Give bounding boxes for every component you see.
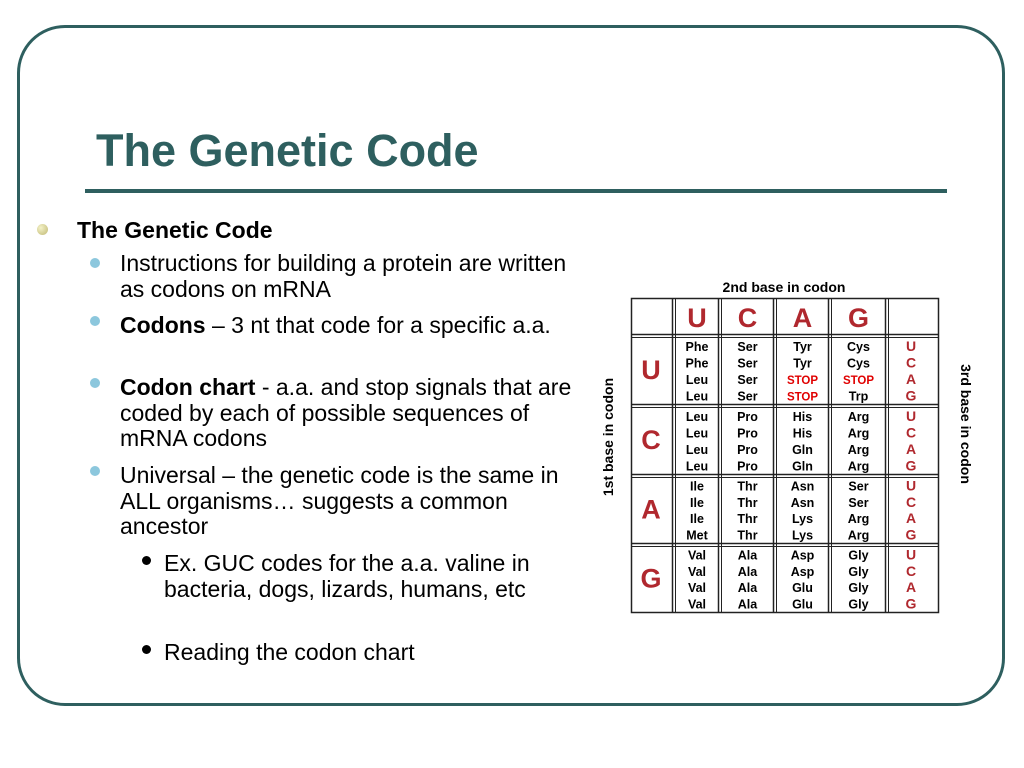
amino-acid-label: Val bbox=[687, 597, 707, 612]
stop-codon-label: STOP bbox=[842, 374, 875, 387]
amino-acid-label: Ala bbox=[737, 581, 758, 596]
amino-acid-label: Cys bbox=[847, 356, 870, 371]
row-base-C: C bbox=[641, 425, 661, 455]
codon-chart bbox=[596, 270, 986, 620]
amino-acid-label: Arg bbox=[847, 512, 870, 527]
amino-acid-label: Ile bbox=[690, 495, 704, 510]
amino-acid-label: Cys bbox=[847, 339, 870, 354]
point-universal: Universal – the genetic code is the same in ALL organisms… suggests a common ancestor bbox=[120, 462, 559, 539]
amino-acid-label: Thr bbox=[737, 479, 758, 494]
third-base-U: U bbox=[905, 546, 917, 563]
bullet-icon bbox=[90, 378, 100, 388]
sub-bullet-icon bbox=[142, 645, 151, 654]
header-base-G: G bbox=[847, 303, 870, 333]
header-base-C: C bbox=[737, 303, 758, 333]
third-base-A: A bbox=[905, 579, 917, 596]
amino-acid-label: Glu bbox=[792, 597, 813, 612]
amino-acid-label: Ile bbox=[690, 512, 704, 527]
third-base-G: G bbox=[905, 457, 917, 474]
amino-acid-label: Asp bbox=[790, 564, 815, 579]
third-base-U: U bbox=[905, 337, 917, 354]
amino-acid-label: Gly bbox=[848, 581, 869, 596]
subpoint-example: Ex. GUC codes for the a.a. valine in bacteria, dogs, lizards, humans, etc bbox=[164, 550, 530, 602]
bullet-icon bbox=[90, 258, 100, 268]
amino-acid-label: Glu bbox=[792, 581, 813, 596]
amino-acid-label: Ile bbox=[690, 479, 704, 494]
amino-acid-label: Gln bbox=[792, 459, 813, 474]
amino-acid-label: Pro bbox=[737, 459, 758, 474]
amino-acid-label: Tyr bbox=[793, 339, 812, 354]
amino-acid-label: Arg bbox=[847, 442, 870, 457]
level1-bullet-icon bbox=[37, 224, 48, 235]
bullet-icon bbox=[90, 316, 100, 326]
third-base-U: U bbox=[905, 477, 917, 494]
third-base-C: C bbox=[905, 354, 917, 371]
amino-acid-label: Ala bbox=[737, 564, 758, 579]
point-instructions: Instructions for building a protein are written as codons on mRNA bbox=[120, 250, 567, 302]
point-codons-text: – 3 nt that code for a specific a.a. bbox=[205, 312, 551, 338]
amino-acid-label: Leu bbox=[685, 389, 709, 404]
amino-acid-label: Thr bbox=[737, 512, 758, 527]
amino-acid-label: Gln bbox=[792, 442, 813, 457]
amino-acid-label: Ser bbox=[737, 356, 758, 371]
amino-acid-label: Arg bbox=[847, 409, 870, 424]
third-base-G: G bbox=[905, 595, 917, 612]
amino-acid-label: Leu bbox=[685, 442, 709, 457]
amino-acid-label: Lys bbox=[791, 512, 814, 527]
third-base-A: A bbox=[905, 440, 917, 457]
amino-acid-label: Phe bbox=[685, 339, 709, 354]
amino-acid-label: Gly bbox=[848, 597, 869, 612]
amino-acid-label: Asn bbox=[790, 479, 815, 494]
amino-acid-label: Ser bbox=[737, 339, 758, 354]
row-base-A: A bbox=[641, 494, 661, 525]
point-codons-term: Codons bbox=[120, 312, 206, 338]
amino-acid-label: Asn bbox=[790, 495, 815, 510]
third-base-G: G bbox=[905, 526, 917, 543]
axis-title-first-base: 1st base in codon bbox=[600, 377, 616, 497]
slide-title: The Genetic Code bbox=[96, 125, 479, 176]
amino-acid-label: Pro bbox=[737, 409, 758, 424]
amino-acid-label: Gly bbox=[848, 548, 869, 563]
amino-acid-label: Thr bbox=[737, 528, 758, 543]
point-codons bbox=[120, 313, 590, 339]
stop-codon-label: STOP bbox=[786, 374, 819, 387]
third-base-C: C bbox=[905, 424, 917, 441]
header-base-A: A bbox=[792, 303, 813, 333]
chart-border bbox=[632, 299, 939, 613]
row-base-U: U bbox=[641, 355, 661, 385]
row-base-G: G bbox=[640, 563, 662, 594]
third-base-C: C bbox=[905, 562, 917, 579]
amino-acid-label: Arg bbox=[847, 528, 870, 543]
amino-acid-label: Trp bbox=[848, 389, 869, 404]
amino-acid-label: Asp bbox=[790, 548, 815, 563]
subpoint-reading: Reading the codon chart bbox=[164, 639, 415, 665]
title-divider bbox=[85, 189, 947, 193]
point-codon-chart-term: Codon chart bbox=[120, 374, 256, 400]
amino-acid-label: His bbox=[792, 409, 813, 424]
amino-acid-label: Gly bbox=[848, 564, 869, 579]
stop-codon-label: STOP bbox=[786, 391, 819, 404]
header-base-U: U bbox=[687, 303, 707, 333]
third-base-U: U bbox=[905, 407, 917, 424]
point-codon-chart bbox=[120, 375, 590, 452]
amino-acid-label: Ser bbox=[737, 372, 758, 387]
third-base-A: A bbox=[905, 510, 917, 527]
amino-acid-label: Leu bbox=[685, 372, 709, 387]
third-base-A: A bbox=[905, 370, 917, 387]
sub-bullet-icon bbox=[142, 556, 151, 565]
bullet-icon bbox=[90, 466, 100, 476]
axis-title-third-base: 3rd base in codon bbox=[958, 364, 974, 484]
amino-acid-label: Leu bbox=[685, 409, 709, 424]
amino-acid-label: Ser bbox=[737, 389, 758, 404]
third-base-G: G bbox=[905, 387, 917, 404]
amino-acid-label: Val bbox=[687, 581, 707, 596]
amino-acid-label: Met bbox=[686, 528, 708, 543]
amino-acid-label: Ser bbox=[848, 479, 869, 494]
amino-acid-label: Pro bbox=[737, 426, 758, 441]
amino-acid-label: Val bbox=[687, 548, 707, 563]
amino-acid-label: Arg bbox=[847, 426, 870, 441]
amino-acid-label: Thr bbox=[737, 495, 758, 510]
amino-acid-label: Lys bbox=[791, 528, 814, 543]
third-base-C: C bbox=[905, 493, 917, 510]
main-heading: The Genetic Code bbox=[77, 217, 273, 243]
amino-acid-label: Val bbox=[687, 564, 707, 579]
amino-acid-label: Leu bbox=[685, 426, 709, 441]
amino-acid-label: Ser bbox=[848, 495, 869, 510]
amino-acid-label: Ala bbox=[737, 548, 758, 563]
point-codon-chart-text: - a.a. and stop signals that are coded by each of possible sequences of mRNA codons bbox=[120, 374, 572, 451]
amino-acid-label: Leu bbox=[685, 459, 709, 474]
amino-acid-label: Tyr bbox=[793, 356, 812, 371]
amino-acid-label: Pro bbox=[737, 442, 758, 457]
amino-acid-label: Ala bbox=[737, 597, 758, 612]
amino-acid-label: Arg bbox=[847, 459, 870, 474]
axis-title-second-base: 2nd base in codon bbox=[722, 279, 846, 295]
amino-acid-label: His bbox=[792, 426, 813, 441]
amino-acid-label: Phe bbox=[685, 356, 709, 371]
